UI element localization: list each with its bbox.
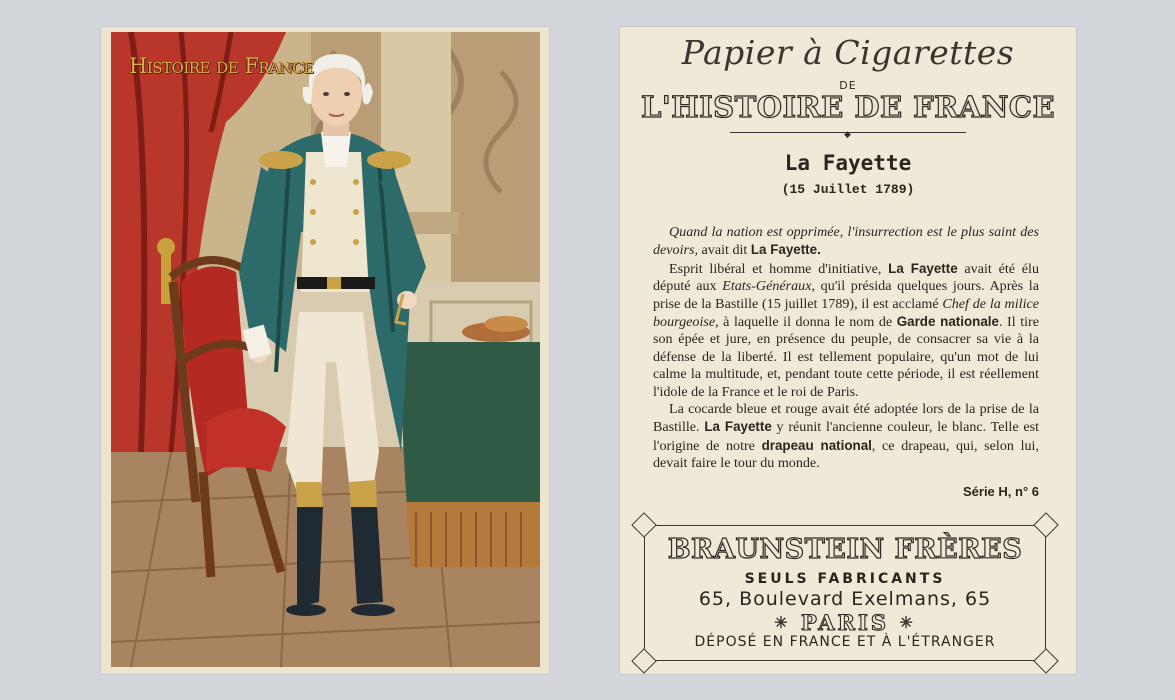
lafayette-portrait-image — [111, 32, 540, 667]
biography-run: avait dit — [698, 242, 751, 259]
series-title: Histoire de France — [129, 54, 314, 78]
biography-run: La Fayette — [704, 419, 772, 435]
maker-subtitle: SEULS FABRICANTS — [744, 571, 946, 587]
header-rule-ornament: ◆ — [844, 130, 851, 140]
maker-address: 65, Boulevard Exelmans, 65 — [698, 588, 992, 610]
biography-run: , à laquelle il donna le nom de — [715, 314, 897, 331]
frame-corner-ornament — [631, 648, 656, 673]
maker-frame — [644, 525, 1046, 661]
subject-date: (15 Juillet 1789) — [781, 182, 915, 197]
header-de: DE — [839, 79, 857, 92]
biography-run: La Fayette — [888, 260, 958, 276]
maker-city-line — [645, 610, 1045, 635]
header-histoire: L'HISTOIRE DE FRANCE — [640, 90, 1056, 124]
biography-run: Chef de la milice bourgeoise — [653, 295, 1039, 331]
subject-name: La Fayette — [784, 151, 912, 175]
biography-run: Etats-Généraux — [722, 278, 812, 295]
deposit-notice: DÉPOSÉ EN FRANCE ET À L'ÉTRANGER — [694, 634, 996, 650]
frame-corner-ornament — [1033, 648, 1058, 673]
front-card — [101, 27, 549, 674]
header-papier: Papier à Cigarettes — [681, 33, 1015, 72]
biography-run: . Il tire son épée et jure, en présence du peuple, de consacrer sa vie à la défense de la liberté. Il est tellement populaire, qu'un mot de lui calme la multitude, et, pendant toute cette période, il est réellement l'idole de la France et le roi de Paris. — [653, 314, 1039, 400]
biography-paragraph — [653, 260, 1039, 401]
biography-text — [653, 224, 1039, 473]
maker-city: PARIS — [801, 610, 889, 635]
biography-paragraph — [653, 224, 1039, 260]
asterisk-ornament-icon: ✳ — [774, 613, 791, 632]
biography-run: La cocarde bleue et rouge avait été adoptée lors de la prise de la Bastille. — [653, 401, 1039, 436]
biography-run: , qu'il présida quelques jours. Après la prise de la Bastille (15 juillet 1789), il est acclamé — [653, 278, 1039, 312]
biography-run: avait été élu député aux — [653, 260, 1040, 295]
biography-run: La Fayette. — [750, 242, 821, 258]
series-number: Série H, n° 6 — [962, 484, 1039, 499]
biography-run: Esprit libéral et homme d'initiative, — [669, 260, 889, 277]
biography-run: , ce drapeau, qui, selon lui, devait faire le tour du monde. — [653, 437, 1039, 472]
asterisk-ornament-icon: ✳ — [899, 613, 916, 632]
biography-run: drapeau national — [761, 437, 872, 453]
biography-run: y réunit l'ancienne couleur, le blanc. Telle est l'origine de notre — [653, 419, 1040, 454]
maker-name: BRAUNSTEIN FRÈRES — [667, 534, 1023, 565]
lafayette-illustration — [111, 32, 540, 667]
back-card — [620, 27, 1076, 674]
biography-run: Garde nationale — [896, 314, 999, 330]
biography-paragraph — [653, 401, 1039, 473]
biography-run: Quand la nation est opprimée, l'insurrection est le plus saint des devoirs, — [653, 224, 1039, 259]
